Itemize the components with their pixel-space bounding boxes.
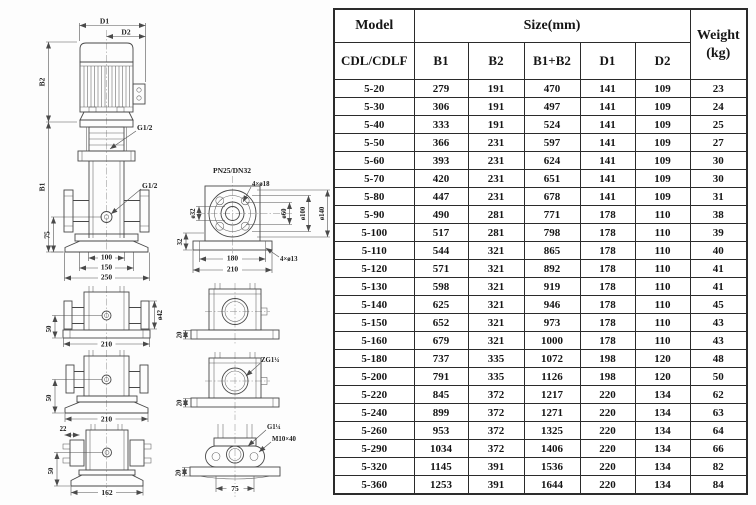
table-row xyxy=(334,386,747,404)
table-cell: 5-70 xyxy=(334,170,414,188)
table-cell: 110 xyxy=(635,314,690,332)
table-cell: 109 xyxy=(635,152,690,170)
table-cell: 134 xyxy=(635,458,690,476)
table-cell: 5-40 xyxy=(334,116,414,134)
table-row xyxy=(334,98,747,116)
table-cell: 120 xyxy=(635,368,690,386)
table-cell: 624 xyxy=(524,152,580,170)
table-cell: 110 xyxy=(635,242,690,260)
table-row xyxy=(334,458,747,476)
table-row xyxy=(334,350,747,368)
table-cell: 279 xyxy=(414,80,468,98)
table-cell: 679 xyxy=(414,332,468,350)
table-cell: 41 xyxy=(690,278,747,296)
col-header-d2: D2 xyxy=(635,43,690,80)
table-cell: 50 xyxy=(690,368,747,386)
port-end-view-a xyxy=(177,283,280,344)
table-cell: 447 xyxy=(414,188,468,206)
dim-75-label: 75 xyxy=(231,484,239,493)
port-label-g12-top: G1/2 xyxy=(137,123,153,132)
table-cell: 366 xyxy=(414,134,468,152)
table-cell: 490 xyxy=(414,206,468,224)
table-cell: 110 xyxy=(635,260,690,278)
dim-label-250: 250 xyxy=(100,272,113,282)
table-row xyxy=(334,278,747,296)
table-cell: 1145 xyxy=(414,458,468,476)
base-side-view-b xyxy=(46,350,148,424)
table-cell: 798 xyxy=(524,224,580,242)
bolt-label-m10x40: M10×40 xyxy=(272,436,296,443)
dia-140-label: ø140 xyxy=(319,206,326,221)
table-cell: 5-50 xyxy=(334,134,414,152)
table-cell: 110 xyxy=(635,332,690,350)
table-cell: 220 xyxy=(580,404,635,422)
table-cell: 651 xyxy=(524,170,580,188)
table-cell: 1536 xyxy=(524,458,580,476)
table-cell: 845 xyxy=(414,386,468,404)
table-row xyxy=(334,242,747,260)
table-cell: 109 xyxy=(635,134,690,152)
table-cell: 598 xyxy=(414,278,468,296)
col-header-d1: D1 xyxy=(580,43,635,80)
table-row xyxy=(334,368,747,386)
table-cell: 178 xyxy=(580,314,635,332)
table-cell: 771 xyxy=(524,206,580,224)
table-cell: 899 xyxy=(414,404,468,422)
table-cell: 1253 xyxy=(414,476,468,495)
table-cell: 134 xyxy=(635,440,690,458)
table-cell: 5-320 xyxy=(334,458,414,476)
table-cell: 62 xyxy=(690,386,747,404)
table-cell: 120 xyxy=(635,350,690,368)
table-cell: 420 xyxy=(414,170,468,188)
table-cell: 64 xyxy=(690,422,747,440)
table-row xyxy=(334,188,747,206)
table-cell: 220 xyxy=(580,458,635,476)
dim-label-d2: D2 xyxy=(121,27,131,37)
thread-label-zg114: ZG1¼ xyxy=(261,357,280,364)
table-cell: 1217 xyxy=(524,386,580,404)
table-row xyxy=(334,134,747,152)
port-end-view-c xyxy=(176,424,297,497)
table-cell: 5-20 xyxy=(334,80,414,98)
table-cell: 5-140 xyxy=(334,296,414,314)
table-cell: 1072 xyxy=(524,350,580,368)
table-row xyxy=(334,404,747,422)
spec-table-panel xyxy=(333,8,747,495)
discharge-flange xyxy=(140,190,149,232)
table-cell: 110 xyxy=(635,224,690,242)
table-cell: 141 xyxy=(580,116,635,134)
table-cell: 178 xyxy=(580,224,635,242)
table-cell: 5-290 xyxy=(334,440,414,458)
size-table-body xyxy=(334,80,747,495)
table-cell: 198 xyxy=(580,350,635,368)
table-cell: 5-120 xyxy=(334,260,414,278)
table-cell: 372 xyxy=(468,386,524,404)
table-cell: 141 xyxy=(580,98,635,116)
base-side-view-c xyxy=(48,424,151,498)
table-cell: 393 xyxy=(414,152,468,170)
dim-210-label: 210 xyxy=(100,339,113,349)
table-cell: 5-30 xyxy=(334,98,414,116)
pump-technical-drawing xyxy=(0,0,336,500)
table-cell: 110 xyxy=(635,206,690,224)
table-cell: 1406 xyxy=(524,440,580,458)
table-cell: 5-80 xyxy=(334,188,414,206)
table-cell: 110 xyxy=(635,278,690,296)
table-cell: 335 xyxy=(468,368,524,386)
table-cell: 48 xyxy=(690,350,747,368)
table-cell: 141 xyxy=(580,152,635,170)
table-cell: 231 xyxy=(468,152,524,170)
dim-label-75: 75 xyxy=(42,231,52,239)
dim-22-label: 22 xyxy=(59,426,67,433)
table-cell: 109 xyxy=(635,80,690,98)
flange-detail-view xyxy=(177,166,330,274)
table-row xyxy=(334,260,747,278)
table-cell: 198 xyxy=(580,368,635,386)
table-cell: 178 xyxy=(580,260,635,278)
table-cell: 791 xyxy=(414,368,468,386)
bolt-holes-label: 4×ø18 xyxy=(252,181,270,188)
table-row xyxy=(334,224,747,242)
col-header-b2: B2 xyxy=(468,43,524,80)
table-cell: 231 xyxy=(468,188,524,206)
table-cell: 191 xyxy=(468,80,524,98)
dim-20-label: 20 xyxy=(175,469,183,477)
table-cell: 281 xyxy=(468,206,524,224)
dim-50-label: 50 xyxy=(46,325,53,333)
table-cell: 571 xyxy=(414,260,468,278)
flange-spec-label: PN25/DN32 xyxy=(213,166,251,175)
table-cell: 5-130 xyxy=(334,278,414,296)
table-cell: 497 xyxy=(524,98,580,116)
table-cell: 24 xyxy=(690,98,747,116)
table-cell: 109 xyxy=(635,170,690,188)
table-row xyxy=(334,440,747,458)
suction-flange xyxy=(64,190,73,232)
weight-label: Weight xyxy=(696,28,740,43)
table-cell: 63 xyxy=(690,404,747,422)
table-cell: 220 xyxy=(580,476,635,495)
table-cell: 737 xyxy=(414,350,468,368)
table-cell: 306 xyxy=(414,98,468,116)
thread-label-g114: G1¼ xyxy=(267,424,281,431)
table-cell: 141 xyxy=(580,188,635,206)
table-cell: 45 xyxy=(690,296,747,314)
table-cell: 321 xyxy=(468,260,524,278)
table-cell: 892 xyxy=(524,260,580,278)
dim-180-label: 180 xyxy=(226,253,239,263)
table-cell: 625 xyxy=(414,296,468,314)
port-label-g12-mid: G1/2 xyxy=(142,181,158,190)
table-cell: 5-150 xyxy=(334,314,414,332)
table-cell: 231 xyxy=(468,170,524,188)
table-cell: 43 xyxy=(690,332,747,350)
dia-42-label: ø42 xyxy=(157,309,164,321)
dim-32-label: 32 xyxy=(177,238,184,246)
table-row xyxy=(334,152,747,170)
table-cell: 134 xyxy=(635,386,690,404)
table-cell: 1271 xyxy=(524,404,580,422)
junction-box xyxy=(133,84,145,104)
col-header-size: Size(mm) xyxy=(414,9,690,43)
table-cell: 40 xyxy=(690,242,747,260)
table-row xyxy=(334,422,747,440)
table-cell: 544 xyxy=(414,242,468,260)
base-side-view-a xyxy=(46,286,164,349)
table-row xyxy=(334,80,747,98)
table-row xyxy=(334,206,747,224)
table-cell: 321 xyxy=(468,242,524,260)
pump-drawing-panel xyxy=(0,0,336,500)
table-cell: 1126 xyxy=(524,368,580,386)
table-cell: 43 xyxy=(690,314,747,332)
table-cell: 517 xyxy=(414,224,468,242)
col-header-weight xyxy=(690,9,747,80)
dim-20-label: 20 xyxy=(176,331,184,339)
table-cell: 946 xyxy=(524,296,580,314)
table-cell: 391 xyxy=(468,476,524,495)
table-cell: 5-160 xyxy=(334,332,414,350)
table-cell: 5-110 xyxy=(334,242,414,260)
table-cell: 141 xyxy=(580,170,635,188)
table-row xyxy=(334,476,747,495)
table-cell: 191 xyxy=(468,98,524,116)
dim-210-label: 210 xyxy=(100,414,113,424)
table-cell: 134 xyxy=(635,422,690,440)
port-end-view-b xyxy=(177,352,280,420)
table-cell: 38 xyxy=(690,206,747,224)
table-cell: 5-220 xyxy=(334,386,414,404)
table-cell: 5-360 xyxy=(334,476,414,495)
table-cell: 191 xyxy=(468,116,524,134)
table-cell: 109 xyxy=(635,188,690,206)
table-cell: 321 xyxy=(468,296,524,314)
table-cell: 5-240 xyxy=(334,404,414,422)
dim-label-100: 100 xyxy=(100,252,113,262)
dim-20-label: 20 xyxy=(176,399,184,407)
table-cell: 178 xyxy=(580,242,635,260)
dim-210-label: 210 xyxy=(226,264,239,274)
table-cell: 5-180 xyxy=(334,350,414,368)
size-table xyxy=(333,8,748,495)
table-cell: 30 xyxy=(690,152,747,170)
table-cell: 82 xyxy=(690,458,747,476)
table-cell: 335 xyxy=(468,350,524,368)
dim-label-d1: D1 xyxy=(99,16,110,26)
table-cell: 919 xyxy=(524,278,580,296)
main-pump-front-view xyxy=(38,17,158,282)
table-cell: 134 xyxy=(635,476,690,495)
table-cell: 178 xyxy=(580,296,635,314)
table-cell: 110 xyxy=(635,296,690,314)
table-cell: 1034 xyxy=(414,440,468,458)
table-cell: 30 xyxy=(690,170,747,188)
table-cell: 134 xyxy=(635,404,690,422)
table-row xyxy=(334,296,747,314)
table-cell: 652 xyxy=(414,314,468,332)
table-row xyxy=(334,314,747,332)
col-header-model: Model xyxy=(334,9,414,43)
table-cell: 141 xyxy=(580,80,635,98)
table-cell: 23 xyxy=(690,80,747,98)
table-cell: 953 xyxy=(414,422,468,440)
table-cell: 865 xyxy=(524,242,580,260)
table-cell: 321 xyxy=(468,278,524,296)
dim-162-label: 162 xyxy=(101,488,113,497)
weight-unit: (kg) xyxy=(706,45,731,61)
col-header-b1b2: B1+B2 xyxy=(524,43,580,80)
table-cell: 66 xyxy=(690,440,747,458)
table-cell: 5-200 xyxy=(334,368,414,386)
table-cell: 39 xyxy=(690,224,747,242)
table-cell: 178 xyxy=(580,278,635,296)
table-cell: 109 xyxy=(635,116,690,134)
table-cell: 220 xyxy=(580,440,635,458)
table-row xyxy=(334,116,747,134)
dim-label-b2: B2 xyxy=(37,77,47,87)
table-cell: 973 xyxy=(524,314,580,332)
table-cell: 1000 xyxy=(524,332,580,350)
dim-50-label: 50 xyxy=(46,394,53,402)
table-cell: 524 xyxy=(524,116,580,134)
table-row xyxy=(334,332,747,350)
dia-32-label: ø32 xyxy=(190,208,197,219)
table-cell: 27 xyxy=(690,134,747,152)
table-cell: 333 xyxy=(414,116,468,134)
table-cell: 220 xyxy=(580,386,635,404)
table-cell: 5-60 xyxy=(334,152,414,170)
table-cell: 1644 xyxy=(524,476,580,495)
base-holes-label: 4×ø13 xyxy=(280,256,298,263)
table-cell: 372 xyxy=(468,422,524,440)
table-cell: 391 xyxy=(468,458,524,476)
table-cell: 84 xyxy=(690,476,747,495)
table-cell: 25 xyxy=(690,116,747,134)
table-cell: 321 xyxy=(468,314,524,332)
table-cell: 372 xyxy=(468,440,524,458)
table-cell: 141 xyxy=(580,134,635,152)
dia-60-label: ø60 xyxy=(281,208,288,219)
table-cell: 31 xyxy=(690,188,747,206)
table-row xyxy=(334,170,747,188)
table-cell: 5-90 xyxy=(334,206,414,224)
col-header-model-series: CDL/CDLF xyxy=(334,43,414,80)
table-cell: 372 xyxy=(468,404,524,422)
table-cell: 41 xyxy=(690,260,747,278)
table-cell: 5-100 xyxy=(334,224,414,242)
table-cell: 321 xyxy=(468,332,524,350)
table-cell: 178 xyxy=(580,332,635,350)
dim-50-label: 50 xyxy=(48,467,55,475)
table-cell: 231 xyxy=(468,134,524,152)
table-cell: 1325 xyxy=(524,422,580,440)
dim-label-150: 150 xyxy=(100,262,113,272)
table-cell: 178 xyxy=(580,206,635,224)
table-cell: 597 xyxy=(524,134,580,152)
table-cell: 5-260 xyxy=(334,422,414,440)
table-cell: 678 xyxy=(524,188,580,206)
col-header-b1: B1 xyxy=(414,43,468,80)
table-cell: 220 xyxy=(580,422,635,440)
table-cell: 109 xyxy=(635,98,690,116)
table-cell: 281 xyxy=(468,224,524,242)
dim-label-b1: B1 xyxy=(37,182,47,192)
table-cell: 470 xyxy=(524,80,580,98)
dia-100-label: ø100 xyxy=(300,206,307,221)
